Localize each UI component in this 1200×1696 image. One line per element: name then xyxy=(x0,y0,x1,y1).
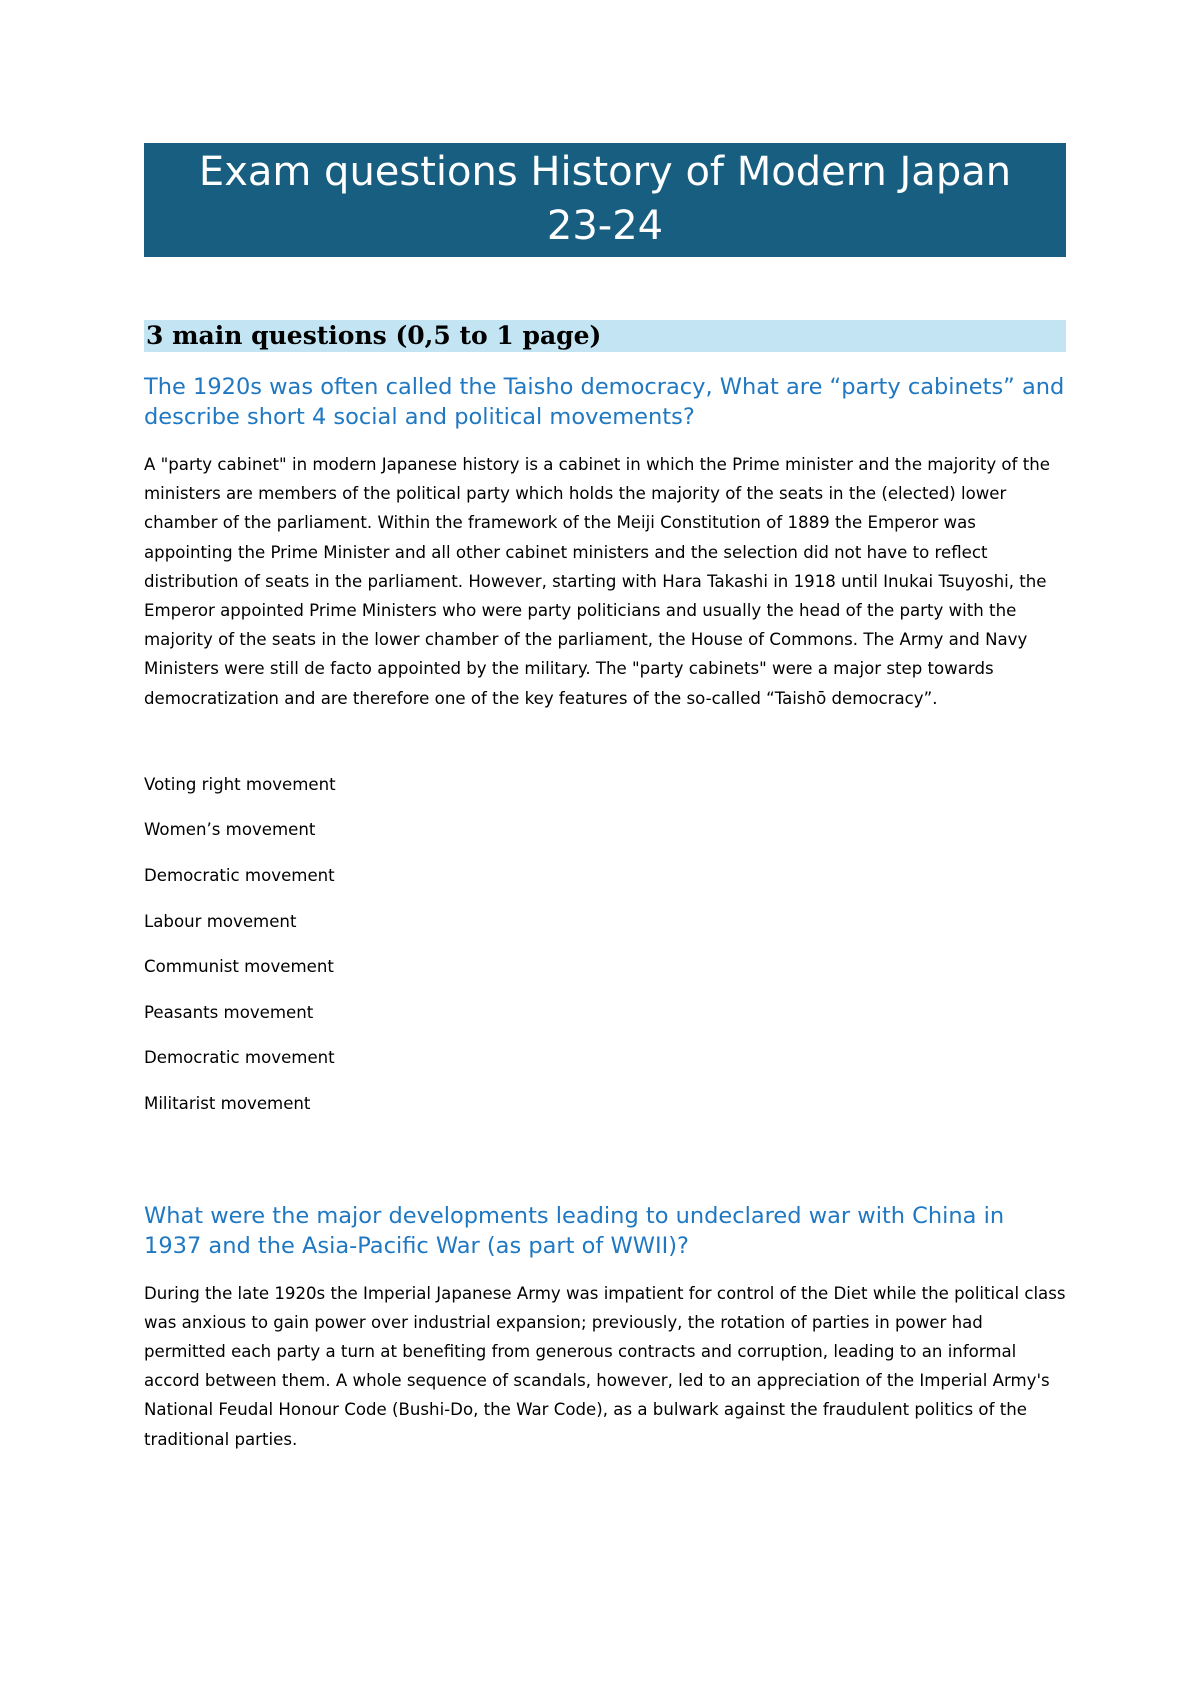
list-item: Labour movement xyxy=(144,911,297,931)
document-page xyxy=(144,143,1066,1454)
list-item: Militarist movement xyxy=(144,1093,311,1113)
title-line-2: 23-24 xyxy=(546,203,664,249)
list-item: Democratic movement xyxy=(144,866,335,886)
document-title xyxy=(144,143,1066,257)
list-item: Voting right movement xyxy=(144,774,336,794)
list-item: Communist movement xyxy=(144,957,334,977)
movement-list xyxy=(144,774,1066,1139)
question-2-answer: During the late 1920s the Imperial Japanese Army was impatient for control of the Diet while the political class was anxious to gain power over industrial expansion; previously, the rotation of parties in power had permitted each party a turn at benefiting from generous contracts and corruption, leading to an informal accord between them. A whole sequence of scandals, however, led to an appreciation of the Imperial Army's National Feudal Honour Code (Bushi-Do, the War Code), as a bulwark against the fraudulent politics of the traditional parties. xyxy=(144,1283,1066,1449)
question-1-heading: The 1920s was often called the Taisho democracy, What are “party cabinets” and describe short 4 social and political movements? xyxy=(144,374,1065,430)
list-item: Women’s movement xyxy=(144,820,316,840)
question-2-heading: What were the major developments leading to undeclared war with China in 1937 and the Asia-Pacific War (as part of WWII)? xyxy=(144,1202,1005,1259)
list-item: Democratic movement xyxy=(144,1048,335,1068)
title-line-1: Exam questions History of Modern Japan xyxy=(198,149,1012,195)
section-heading: 3 main questions (0,5 to 1 page) xyxy=(144,320,1066,352)
question-1-answer: A "party cabinet" in modern Japanese history is a cabinet in which the Prime minister and the majority of the ministers are members of the political party which holds the majority of the seats in the (elected) lower chamber of the parliament. Within the framework of the Meiji Constitution of 1889 the Emperor was appointing the Prime Minister and all other cabinet ministers and the selection did not have to reflect distribution of seats in the parliament. However, starting with Hara Takashi in 1918 until Inukai Tsuyoshi, the Emperor appointed Prime Ministers who were party politicians and usually the head of the party with the majority of the seats in the lower chamber of the parliament, the House of Commons. The Army and Navy Ministers were still de facto appointed by the military. The "party cabinets" were a major step towards democratization and are therefore one of the key features of the so-called “Taishō democracy”. xyxy=(144,455,1050,708)
list-item: Peasants movement xyxy=(144,1002,314,1022)
